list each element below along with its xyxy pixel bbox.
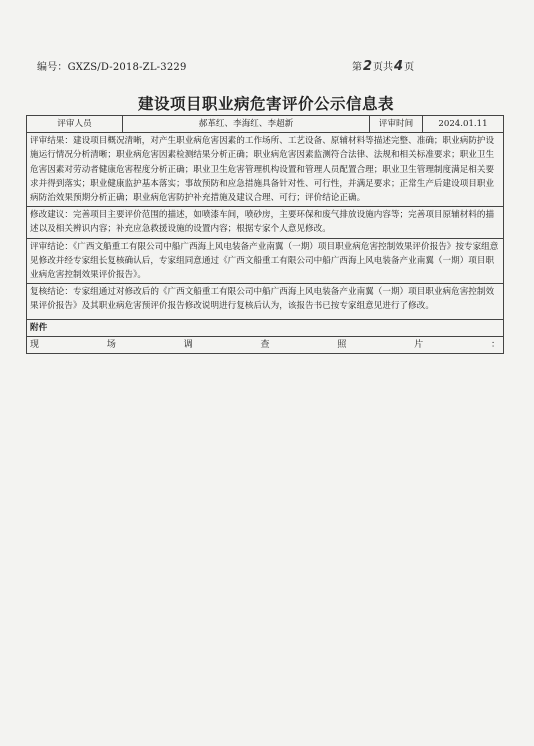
page-mid: 页共 <box>373 62 394 73</box>
document-number: 编号：GXZS/D-2018-ZL-3229 <box>37 62 187 73</box>
page-suffix: 页 <box>404 62 415 73</box>
site-photos-label: 现场调查照片： <box>27 336 504 353</box>
reviewers-label: 评审人员 <box>27 116 123 133</box>
review-time-value: 2024.01.11 <box>423 116 504 133</box>
reviewers-value: 郝革红、李海红、李超新 <box>123 116 370 133</box>
page-total: 4 <box>394 59 404 74</box>
page-current: 2 <box>363 59 373 74</box>
review-result-text: 评审结果：建设项目概况清晰，对产生职业病危害因素的工作场所、工艺设备、原辅材料等描述完整、准确；职业病防护设施运行情况分析清晰；职业病危害因素检测结果分析正确；职业病危害因素监测符合法律、法规和相关标准要求；职业卫生危害因素对劳动者健康危害程度分析正确；职业卫生危害管理机构设置和管理人员配置合理；职业卫生管理制度满足相关要求并得到落实；职业健康监护基本落实；事故预防和应急措施具备针对性、可行性，并满足要求；正常生产后建设项目职业病防治效果预期分析正确；职业病危害防护补充措施及建议合理、可行；评价结论正确。 <box>27 133 504 207</box>
review-time-label: 评审时间 <box>370 116 423 133</box>
page-indicator <box>352 58 414 74</box>
page-title: 建设项目职业病危害评价公示信息表 <box>137 94 394 113</box>
annex-row <box>27 319 504 336</box>
reviewers-row <box>27 116 504 133</box>
annex-label: 附件 <box>27 319 504 336</box>
page-prefix: 第 <box>352 62 362 73</box>
info-table <box>26 115 504 354</box>
suggestion-row <box>27 207 504 238</box>
revision-suggestion-text: 修改建议：完善项目主要评价范围的描述，如喷漆车间，喷砂房，主要环保和废气排放设施内容等；完善项目原辅材料的描述以及相关辨识内容；补充应急救援设施的设置内容；根据专家个人意见修改。 <box>27 207 504 238</box>
result-row <box>27 133 504 207</box>
recheck-row <box>27 284 504 319</box>
conclusion-row <box>27 238 504 284</box>
review-conclusion-text: 评审结论：《广西文船重工有限公司中船广西海上风电装备产业南翼（一期）项目职业病危害控制效果评价报告》按专家组意见修改并经专家组长复核确认后，专家组同意通过《广西文船重工有限公司中船广西海上风电装备产业南翼（一期）项目职业病危害控制效果评价报告》。 <box>27 238 504 284</box>
recheck-conclusion-text: 复核结论：专家组通过对修改后的《广西文船重工有限公司中船广西海上风电装备产业南翼（一期）项目职业病危害控制效果评价报告》及其职业病危害预评价报告修改说明进行复核后认为，该报告书已按专家组意见进行了修改。 <box>27 284 504 319</box>
photos-row <box>27 336 504 353</box>
